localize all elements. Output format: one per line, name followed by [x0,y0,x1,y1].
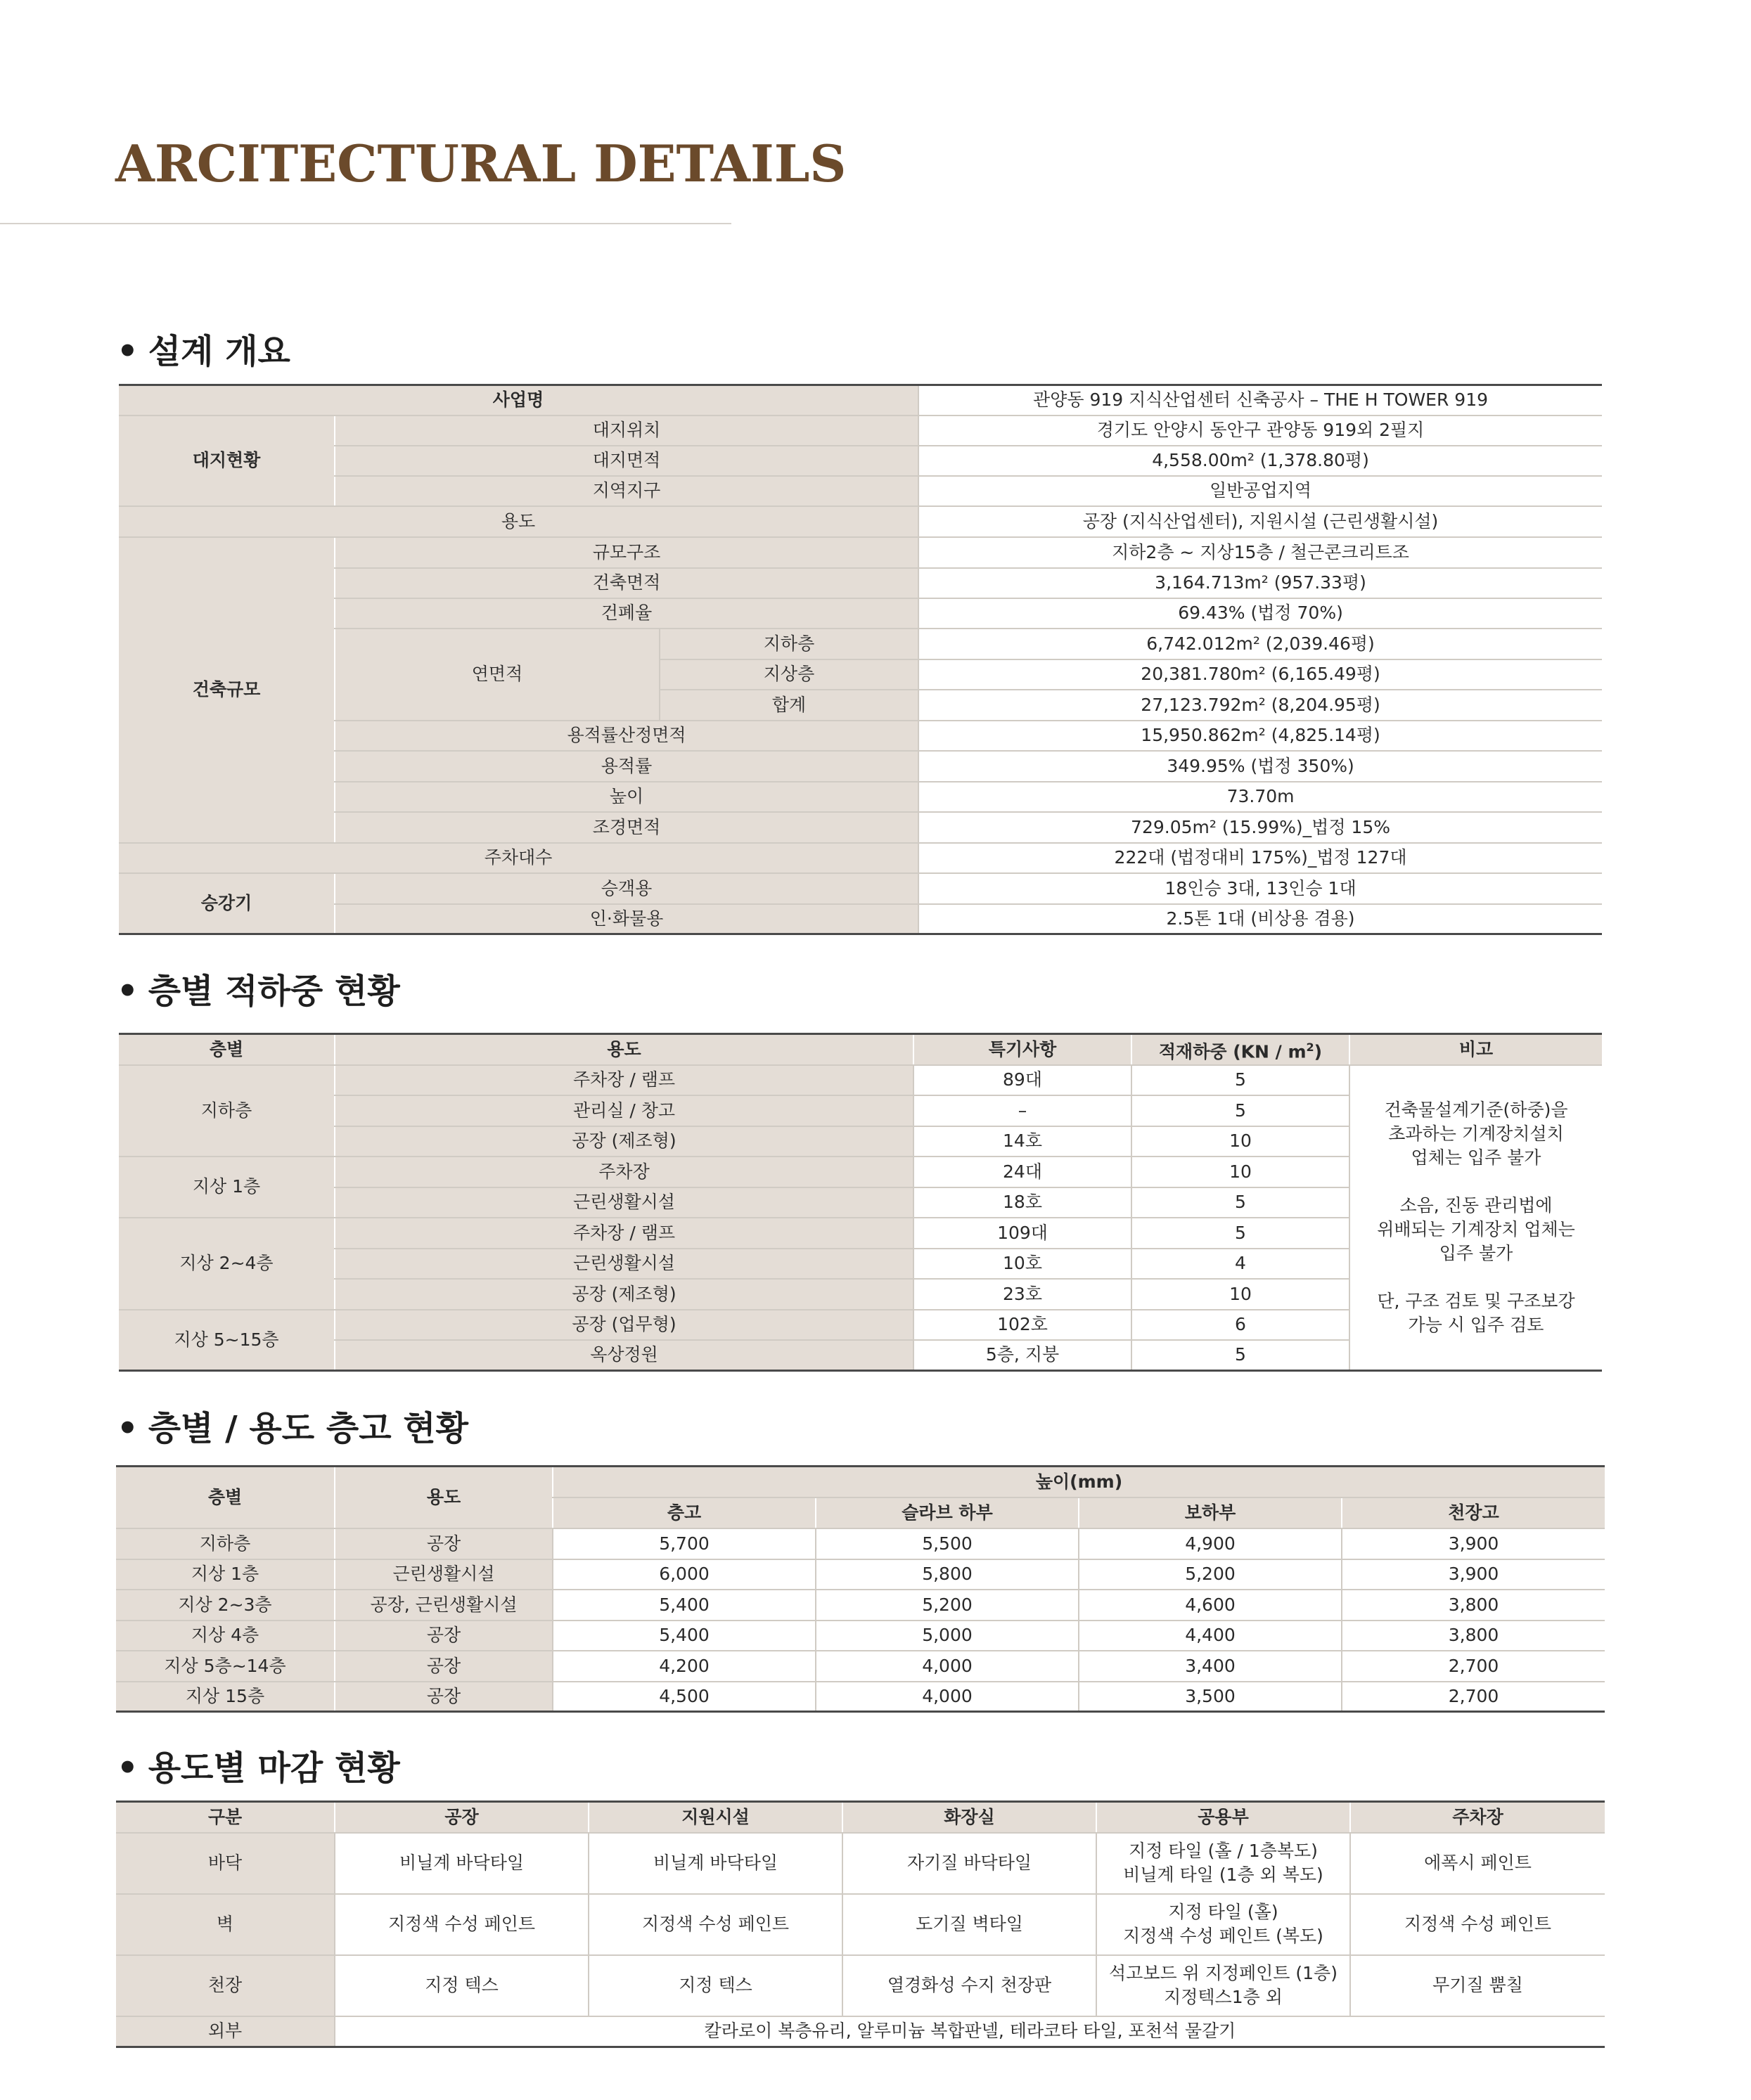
remark-line: 입주 불가 [1439,1242,1513,1263]
finish-cat: 벽 [116,1894,335,1955]
coverage-label: 건폐율 [335,598,918,629]
section-heading-load [117,970,400,1012]
height-v2: 4,000 [816,1651,1079,1682]
remark-line: 가능 시 입주 검토 [1408,1314,1544,1335]
floor-area-label: 연면적 [335,629,660,721]
load-value: 10 [1131,1279,1349,1310]
finish-common-line: 지정텍스1층 외 [1164,1987,1283,2007]
finish-support: 비닐계 바닥타일 [589,1833,842,1894]
finish-factory: 지정 텍스 [335,1955,589,2016]
height-v4: 3,900 [1342,1528,1605,1559]
height-v2: 5,200 [816,1590,1079,1621]
finish-header-toilet: 화장실 [842,1802,1096,1833]
finish-header-factory: 공장 [335,1802,589,1833]
height-v1: 4,200 [553,1651,816,1682]
section-heading-finish [117,1747,400,1789]
bullet-icon: • [117,332,139,371]
height-header-h1: 층고 [553,1497,816,1528]
height-v2: 5,500 [816,1528,1079,1559]
finish-cat: 바닥 [116,1833,335,1894]
finish-header-common: 공용부 [1096,1802,1350,1833]
structure-label: 규모구조 [335,537,918,568]
remark-line: 건축물설계기준(하중)을 [1384,1099,1568,1120]
finish-exterior-label: 외부 [116,2016,335,2047]
finish-toilet: 열경화성 수지 천장판 [842,1955,1096,2016]
load-value: 4 [1131,1249,1349,1279]
height-floor: 지상 1층 [116,1559,335,1590]
finish-factory: 비닐계 바닥타일 [335,1833,589,1894]
finish-common-line: 석고보드 위 지정페인트 (1층) [1109,1963,1338,1983]
finish-parking: 지정색 수성 페인트 [1350,1894,1605,1955]
load-use: 주차장 / 램프 [335,1065,913,1095]
height-v1: 4,500 [553,1682,816,1712]
height-floor: 지상 15층 [116,1682,335,1712]
load-value: 5 [1131,1065,1349,1095]
height-header-use: 용도 [335,1467,553,1528]
load-use: 근린생활시설 [335,1187,913,1218]
height-v2: 5,800 [816,1559,1079,1590]
floor-2-4: 지상 2~4층 [119,1218,335,1310]
finish-parking: 무기질 뿜칠 [1350,1955,1605,2016]
load-value: 5 [1131,1218,1349,1249]
header-floor: 층별 [119,1034,335,1065]
height-use: 공장 [335,1621,553,1651]
site-area-label: 대지면적 [335,446,918,476]
height-floor: 지상 2~3층 [116,1590,335,1621]
total-label: 합계 [660,690,918,721]
height-v3: 4,400 [1079,1621,1342,1651]
underground-value: 6,742.012m² (2,039.46평) [918,629,1602,659]
bullet-icon: • [117,1409,139,1448]
remark-spacer [1353,1265,1599,1289]
finish-header-cat: 구분 [116,1802,335,1833]
load-use: 주차장 [335,1157,913,1187]
overview-table [119,384,1602,935]
finish-toilet: 도기질 벽타일 [842,1894,1096,1955]
freight-value: 2.5톤 1대 (비상용 겸용) [918,904,1602,934]
height-v1: 5,700 [553,1528,816,1559]
height-v3: 4,600 [1079,1590,1342,1621]
site-area-value: 4,558.00m² (1,378.80평) [918,446,1602,476]
finish-cat: 천장 [116,1955,335,2016]
parking-label: 주차대수 [119,843,918,873]
load-use: 관리실 / 창고 [335,1095,913,1126]
finish-common-line: 지정 타일 (홀) [1168,1902,1278,1922]
load-use: 공장 (제조형) [335,1279,913,1310]
height-v1: 6,000 [553,1559,816,1590]
header-note: 특기사항 [913,1034,1131,1065]
passenger-label: 승객용 [335,873,918,904]
finish-common [1096,1894,1350,1955]
project-value: 관양동 919 지식산업센터 신축공사 – THE H TOWER 919 [918,385,1602,416]
load-use: 주차장 / 램프 [335,1218,913,1249]
far-label: 용적률 [335,751,918,782]
load-note: 109대 [913,1218,1131,1249]
total-value: 27,123.792m² (8,204.95평) [918,690,1602,721]
building-area-label: 건축면적 [335,568,918,598]
bullet-icon: • [117,1748,139,1788]
aboveground-label: 지상층 [660,659,918,690]
floor-5-15: 지상 5~15층 [119,1310,335,1371]
load-table [119,1033,1602,1372]
header-load-end: ) [1314,1041,1323,1062]
header-load-text: 적재하중 (KN / m [1158,1041,1307,1062]
finish-support: 지정색 수성 페인트 [589,1894,842,1955]
height-v3: 3,500 [1079,1682,1342,1712]
underground-label: 지하층 [660,629,918,659]
load-note: 89대 [913,1065,1131,1095]
load-use: 공장 (제조형) [335,1126,913,1157]
height-header-h2: 슬라브 하부 [816,1497,1079,1528]
use-label: 용도 [119,506,918,537]
remark-line: 초과하는 기계장치설치 [1388,1123,1564,1144]
height-v3: 3,400 [1079,1651,1342,1682]
height-header-h4: 천장고 [1342,1497,1605,1528]
bullet-icon: • [117,972,139,1011]
height-v4: 3,800 [1342,1621,1605,1651]
scale-label: 건축규모 [119,537,335,843]
remark-line: 소음, 진동 관리법에 [1399,1194,1553,1216]
far-area-value: 15,950.862m² (4,825.14평) [918,721,1602,751]
header-use: 용도 [335,1034,913,1065]
parking-value: 222대 (법정대비 175%)_법정 127대 [918,843,1602,873]
height-header-floor: 층별 [116,1467,335,1528]
height-floor: 지상 4층 [116,1621,335,1651]
floor-1: 지상 1층 [119,1157,335,1218]
finish-header-parking: 주차장 [1350,1802,1605,1833]
height-v4: 3,900 [1342,1559,1605,1590]
site-location-label: 대지위치 [335,416,918,446]
structure-value: 지하2층 ~ 지상15층 / 철근콘크리트조 [918,537,1602,568]
height-use: 공장 [335,1682,553,1712]
load-note: 14호 [913,1126,1131,1157]
load-note: 23호 [913,1279,1131,1310]
height-floor: 지상 5층~14층 [116,1651,335,1682]
finish-common [1096,1955,1350,2016]
load-note: 18호 [913,1187,1131,1218]
load-value: 10 [1131,1126,1349,1157]
load-use: 근린생활시설 [335,1249,913,1279]
height-use: 공장 [335,1651,553,1682]
load-remark [1349,1065,1602,1371]
site-label: 대지현황 [119,416,335,506]
height-floor: 지하층 [116,1528,335,1559]
finish-common-line: 비닐계 타일 (1층 외 복도) [1123,1864,1323,1885]
section-title-text: 층별 적하중 현황 [148,972,400,1011]
section-heading-height [117,1407,468,1450]
zone-value: 일반공업지역 [918,476,1602,506]
height-v1: 5,400 [553,1621,816,1651]
load-value: 6 [1131,1310,1349,1340]
finish-parking: 에폭시 페인트 [1350,1833,1605,1894]
use-value: 공장 (지식산업센터), 지원시설 (근린생활시설) [918,506,1602,537]
height-v4: 3,800 [1342,1590,1605,1621]
load-use: 옥상정원 [335,1340,913,1371]
aboveground-value: 20,381.780m² (6,165.49평) [918,659,1602,690]
far-area-label: 용적률산정면적 [335,721,918,751]
load-note: – [913,1095,1131,1126]
height-v2: 4,000 [816,1682,1079,1712]
finish-factory: 지정색 수성 페인트 [335,1894,589,1955]
header-remark: 비고 [1349,1034,1602,1065]
project-label: 사업명 [119,385,918,416]
height-use: 공장, 근린생활시설 [335,1590,553,1621]
height-use: 근린생활시설 [335,1559,553,1590]
landscape-value: 729.05m² (15.99%)_법정 15% [918,812,1602,843]
height-v4: 2,700 [1342,1682,1605,1712]
height-table [116,1465,1605,1713]
load-note: 10호 [913,1249,1131,1279]
freight-label: 인·화물용 [335,904,918,934]
section-title-text: 용도별 마감 현황 [148,1748,400,1788]
finish-header-support: 지원시설 [589,1802,842,1833]
height-header-group: 높이(mm) [553,1467,1605,1497]
height-label: 높이 [335,782,918,812]
remark-spacer [1353,1170,1599,1194]
finish-toilet: 자기질 바닥타일 [842,1833,1096,1894]
load-note: 24대 [913,1157,1131,1187]
height-v3: 4,900 [1079,1528,1342,1559]
elevator-label: 승강기 [119,873,335,934]
finish-exterior-value: 칼라로이 복층유리, 알루미늄 복합판넬, 테라코타 타일, 포천석 물갈기 [335,2016,1605,2047]
zone-label: 지역지구 [335,476,918,506]
remark-line: 업체는 입주 불가 [1411,1147,1541,1168]
load-note: 5층, 지붕 [913,1340,1131,1371]
floor-basement: 지하층 [119,1065,335,1157]
finish-table [116,1801,1605,2048]
height-v2: 5,000 [816,1621,1079,1651]
height-v4: 2,700 [1342,1651,1605,1682]
landscape-label: 조경면적 [335,812,918,843]
load-value: 10 [1131,1157,1349,1187]
header-load-sup: 2 [1306,1040,1314,1054]
page-title: ARCITECTURAL DETAILS [115,134,847,193]
height-v1: 5,400 [553,1590,816,1621]
load-value: 5 [1131,1340,1349,1371]
height-v3: 5,200 [1079,1559,1342,1590]
load-use: 공장 (업무형) [335,1310,913,1340]
height-header-h3: 보하부 [1079,1497,1342,1528]
section-heading-overview [117,330,290,373]
finish-common [1096,1833,1350,1894]
section-title-text: 층별 / 용도 층고 현황 [148,1409,469,1448]
header-load [1131,1034,1349,1065]
remark-line: 위배되는 기계장치 업체는 [1377,1218,1575,1239]
height-value: 73.70m [918,782,1602,812]
title-divider [0,223,731,224]
building-area-value: 3,164.713m² (957.33평) [918,568,1602,598]
passenger-value: 18인승 3대, 13인승 1대 [918,873,1602,904]
load-note: 102호 [913,1310,1131,1340]
site-location-value: 경기도 안양시 동안구 관양동 919외 2필지 [918,416,1602,446]
remark-line: 단, 구조 검토 및 구조보강 [1377,1290,1575,1311]
finish-common-line: 지정 타일 (홀 / 1층복도) [1129,1841,1318,1861]
far-value: 349.95% (법정 350%) [918,751,1602,782]
finish-support: 지정 텍스 [589,1955,842,2016]
load-value: 5 [1131,1187,1349,1218]
height-use: 공장 [335,1528,553,1559]
load-value: 5 [1131,1095,1349,1126]
coverage-value: 69.43% (법정 70%) [918,598,1602,629]
section-title-text: 설계 개요 [148,332,290,371]
finish-common-line: 지정색 수성 페인트 (복도) [1123,1926,1323,1946]
